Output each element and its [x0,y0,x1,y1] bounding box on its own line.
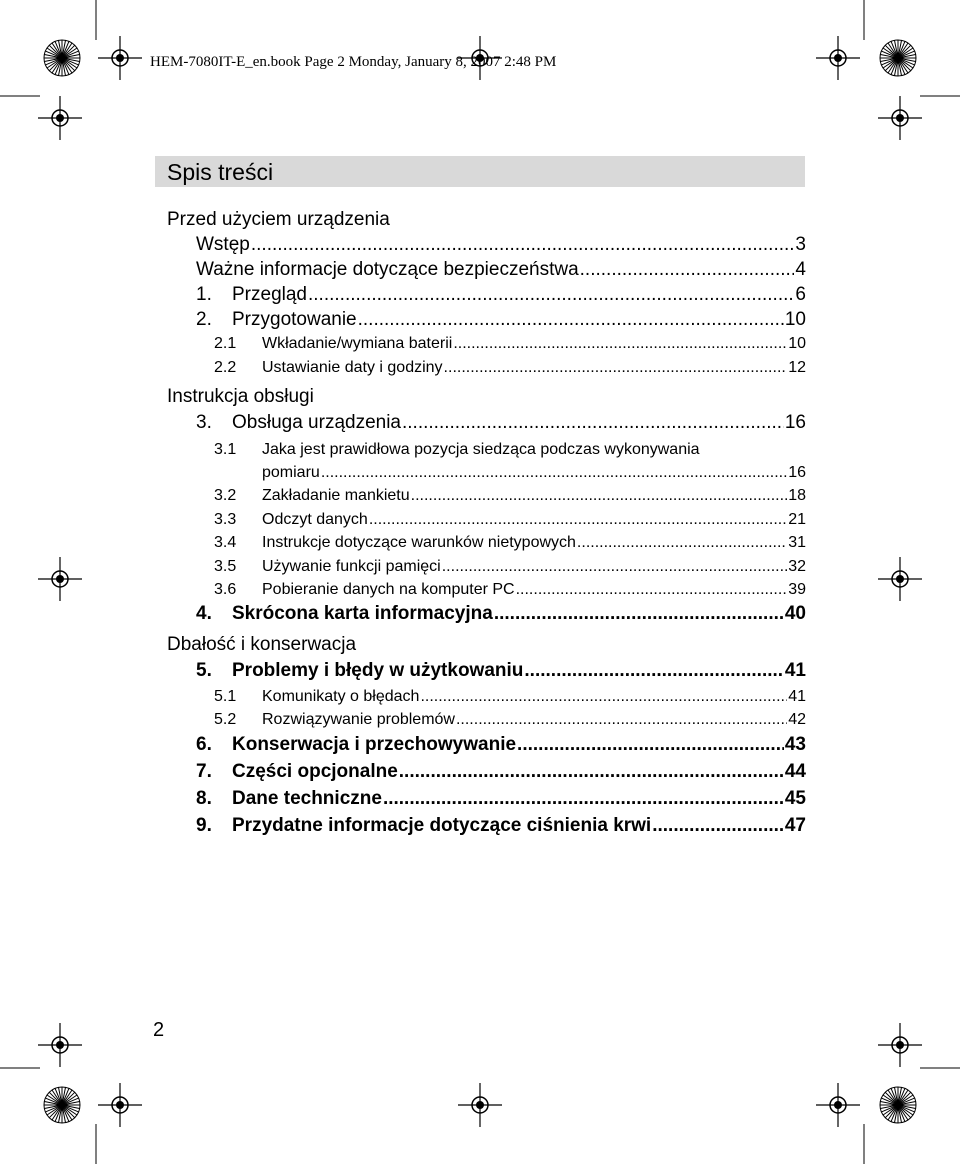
toc-entry[interactable]: Ważne informacje dotyczące bezpieczeństwa ..... 4 [196,258,806,282]
toc-entry[interactable]: 4. Skrócona karta informacyjna ..... 40 [196,602,806,626]
toc-subentry[interactable]: 3.2 Zakładanie mankietu ..... 18 [214,485,806,507]
toc-subentry[interactable]: 5.2 Rozwiązywanie problemów ..... 42 [214,709,806,731]
toc-subentry[interactable]: 5.1 Komunikaty o błędach ..... 41 [214,686,806,708]
toc-subentry[interactable]: 3.1 Jaka jest prawidłowa pozycja siedząca podczas wykonywania [214,441,700,458]
toc-subentry-continuation[interactable]: pomiaru ..... 16 [262,462,806,484]
page-number: 2 [153,1019,165,1041]
toc-entry[interactable]: 3. Obsługa urządzenia ..... 16 [196,411,806,435]
toc-entry[interactable]: 2. Przygotowanie ..... 10 [196,308,806,332]
section-title: Instrukcja obsługi [167,386,314,407]
toc-entry[interactable]: Wstęp ..... 3 [196,233,806,257]
toc-entry[interactable]: 8. Dane techniczne ..... 45 [196,787,806,811]
toc-subentry[interactable]: 3.5 Używanie funkcji pamięci ..... 32 [214,556,806,578]
toc-subentry[interactable]: 3.6 Pobieranie danych na komputer PC ..... 39 [214,579,806,601]
book-header: HEM-7080IT-E_en.book Page 2 Monday, January 8, 2007 2:48 PM [150,54,557,70]
toc-entry[interactable]: 1. Przegląd ..... 6 [196,283,806,307]
toc-title: Spis treści [167,159,274,185]
toc-subentry[interactable]: 2.2 Ustawianie daty i godziny ..... 12 [214,357,806,379]
section-title: Przed użyciem urządzenia [167,209,390,230]
section-title: Dbałość i konserwacja [167,634,357,655]
toc-entry[interactable]: 9. Przydatne informacje dotyczące ciśnienia krwi ..... 47 [196,814,806,838]
toc-entry[interactable]: 5. Problemy i błędy w użytkowaniu ..... 41 [196,659,806,683]
toc-subentry[interactable]: 3.3 Odczyt danych ..... 21 [214,509,806,531]
toc-entry[interactable]: 7. Części opcjonalne ..... 44 [196,760,806,784]
toc-subentry[interactable]: 2.1 Wkładanie/wymiana baterii ..... 10 [214,333,806,355]
toc-subentry[interactable]: 3.4 Instrukcje dotyczące warunków nietypowych ..... 31 [214,532,806,554]
toc-entry[interactable]: 6. Konserwacja i przechowywanie ..... 43 [196,733,806,757]
